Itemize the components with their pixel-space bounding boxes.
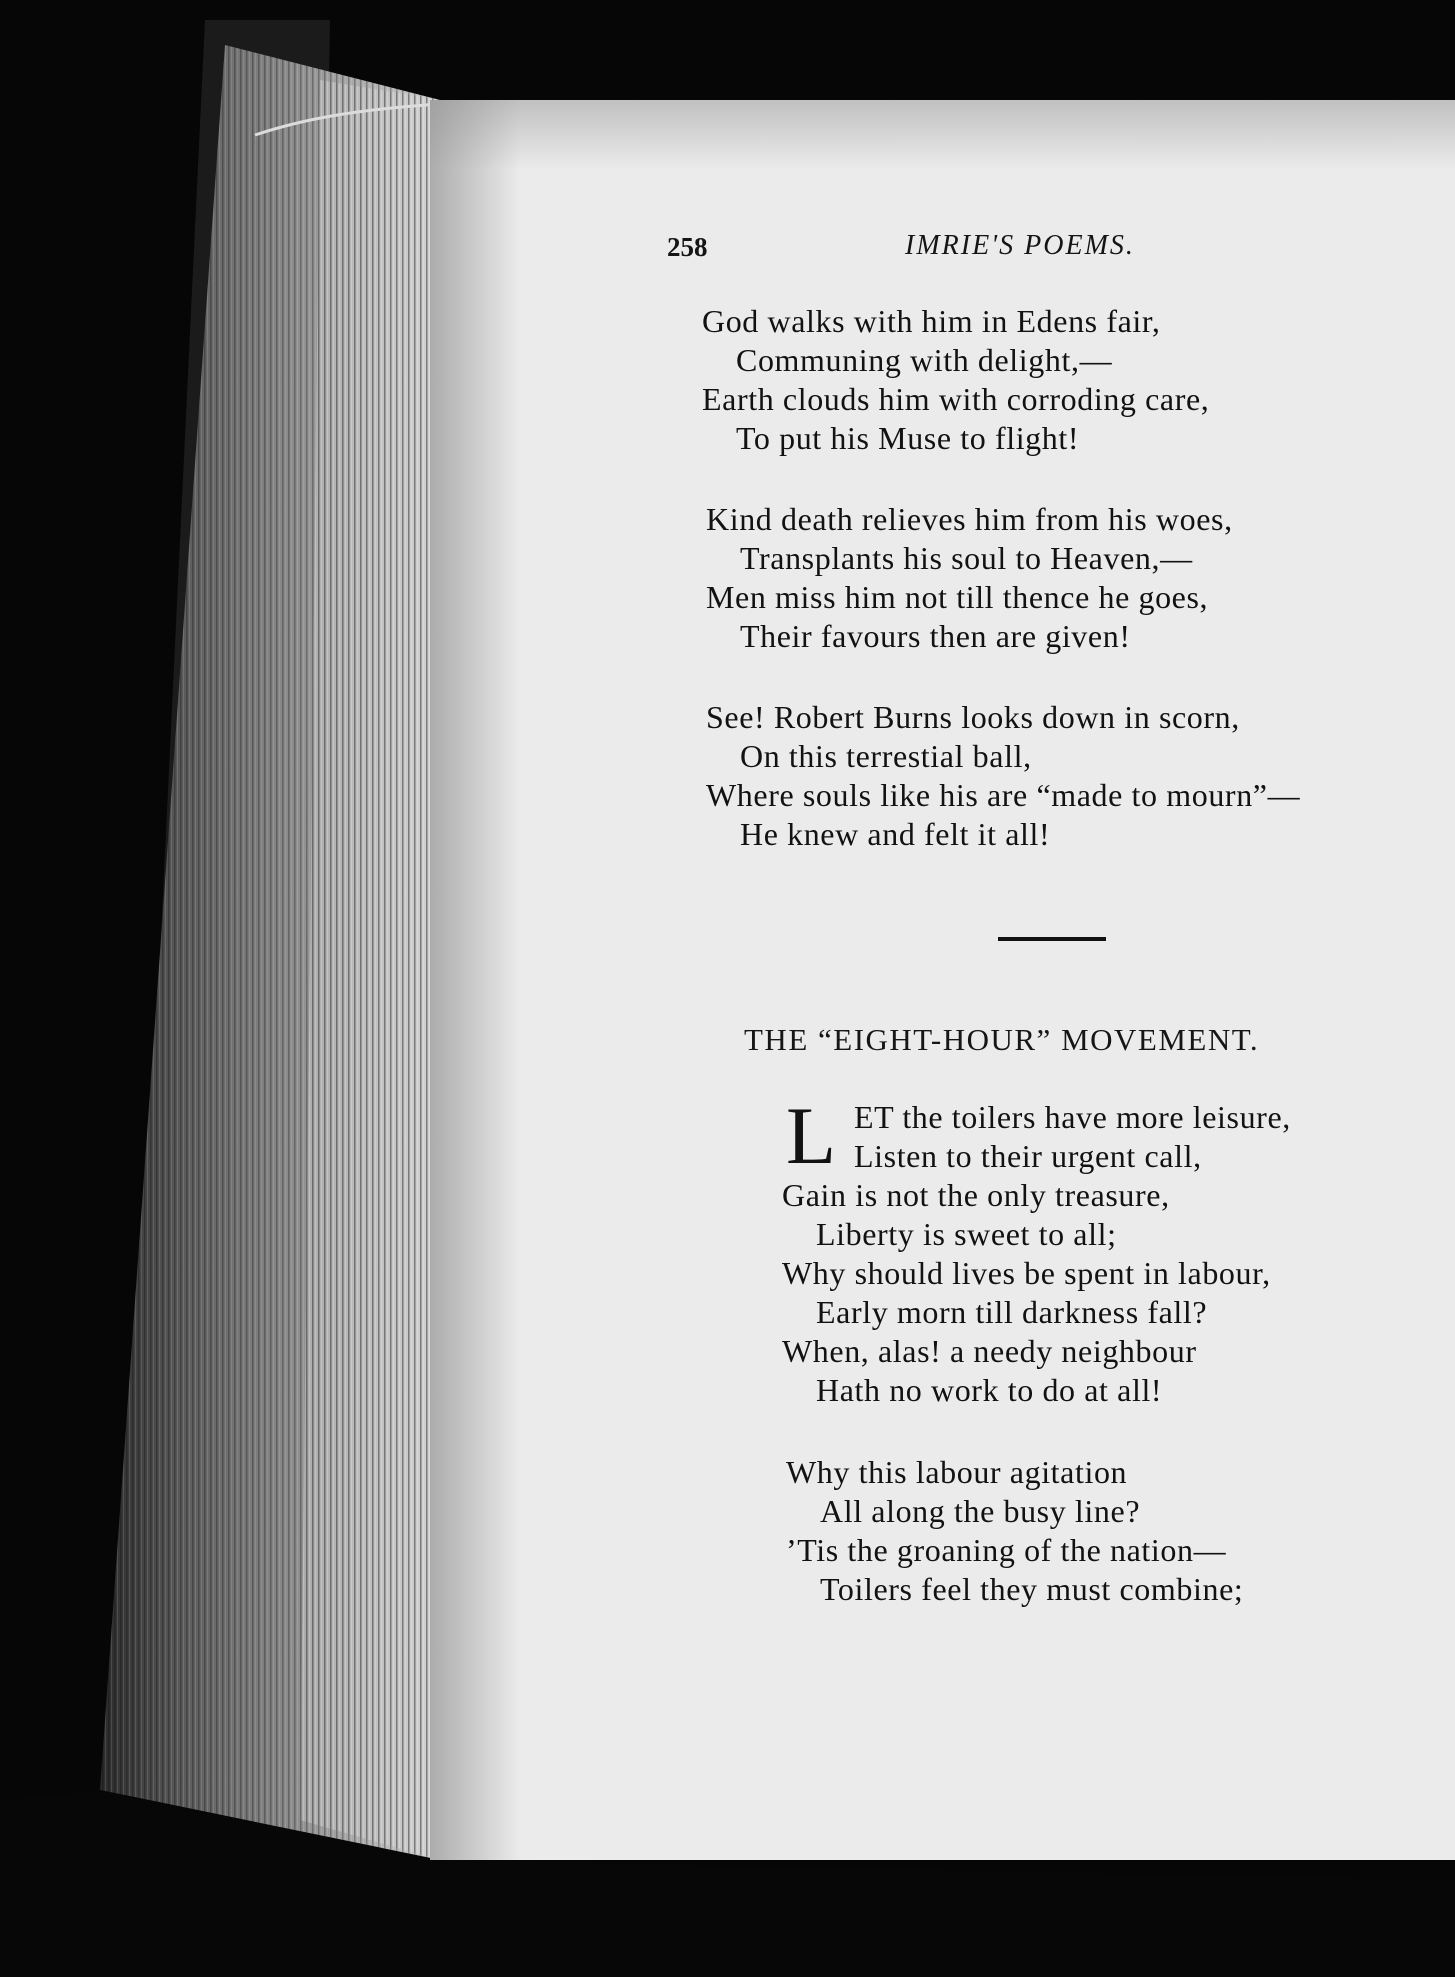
stanza-1 [702,302,1209,458]
verse-line: God walks with him in Edens fair, [702,303,1161,339]
verse-line: Why should lives be spent in labour, [782,1255,1271,1291]
running-title: IMRIE'S POEMS. [905,230,1135,261]
verse-line: Gain is not the only treasure, [782,1177,1170,1213]
page-top-shadow [430,100,1455,170]
verse-line: To put his Muse to flight! [736,420,1080,456]
verse-line: Where souls like his are “made to mourn”— [706,777,1301,813]
verse-line: Early morn till darkness fall? [816,1294,1208,1330]
verse-line: Earth clouds him with corroding care, [702,381,1210,417]
verse-line: Men miss him not till thence he goes, [706,579,1209,615]
verse-line: Listen to their urgent call, [854,1138,1202,1174]
drop-cap: L [786,1090,837,1181]
verse-line: Why this labour agitation [786,1454,1128,1490]
verse-line: Hath no work to do at all! [816,1372,1163,1408]
verse-line: ’Tis the groaning of the nation— [786,1532,1227,1568]
verse-line: All along the busy line? [820,1493,1141,1529]
stanza-3 [706,698,1300,854]
verse-line: ET the toilers have more leisure, [854,1099,1291,1135]
verse-line: Toilers feel they must combine; [820,1571,1244,1607]
verse-line: Kind death relieves him from his woes, [706,501,1233,537]
page-gutter-shadow [430,100,520,1860]
stanza-2 [706,500,1233,656]
verse-line: Liberty is sweet to all; [816,1216,1117,1252]
poem-title: THE “EIGHT-HOUR” MOVEMENT. [744,1022,1260,1057]
poem-stanza-2 [786,1453,1243,1609]
verse-line: Their favours then are given! [740,618,1131,654]
verse-line: Communing with delight,— [736,342,1113,378]
page-number: 258 [667,232,708,262]
section-divider [998,937,1106,941]
verse-line: He knew and felt it all! [740,816,1051,852]
verse-line: Transplants his soul to Heaven,— [740,540,1193,576]
verse-line: See! Robert Burns looks down in scorn, [706,699,1240,735]
poem-stanza-1 [782,1176,1271,1410]
verse-line: When, alas! a needy neighbour [782,1333,1197,1369]
verse-line: On this terrestial ball, [740,738,1032,774]
